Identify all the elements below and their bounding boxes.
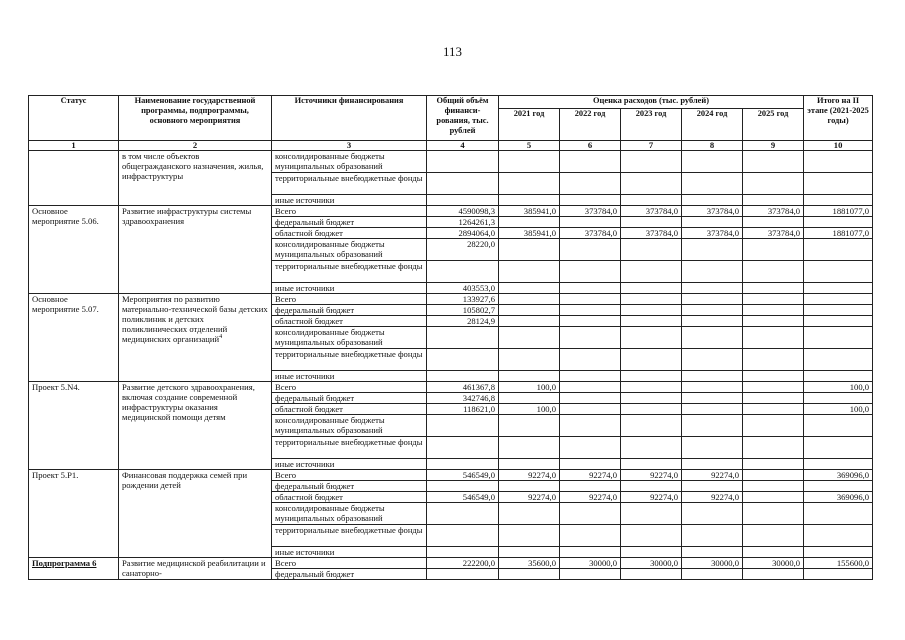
year-value-cell (682, 503, 743, 525)
status-cell (29, 382, 119, 470)
funding-source-cell: консолидированные бюджеты муниципальных образований (272, 415, 427, 437)
col-number: 4 (427, 141, 499, 151)
itog-value-cell: 100,0 (804, 382, 873, 393)
itog-value-cell (804, 349, 873, 371)
funding-source-cell: Всего (272, 382, 427, 393)
program-name-text: Развитие инфраструктуры системы здравоохранения (122, 206, 252, 226)
year-value-cell (621, 283, 682, 294)
total-value-cell (427, 195, 499, 206)
year-value-cell (499, 503, 560, 525)
funding-source-cell: консолидированные бюджеты муниципальных образований (272, 503, 427, 525)
year-value-cell: 92274,0 (682, 470, 743, 481)
col-number: 2 (119, 141, 272, 151)
year-value-cell: 30000,0 (621, 558, 682, 569)
year-value-cell (682, 437, 743, 459)
year-value-cell (743, 459, 804, 470)
status-cell (29, 294, 119, 382)
program-name-cell (119, 382, 272, 470)
total-value-cell (427, 459, 499, 470)
year-value-cell (560, 393, 621, 404)
year-value-cell (560, 305, 621, 316)
year-value-cell (499, 349, 560, 371)
total-value-cell (427, 261, 499, 283)
funding-source-cell: территориальные внебюджетные фонды (272, 437, 427, 459)
program-name-text: в том числе объектов общегражданского назначения, жилья, инфраструктуры (122, 151, 264, 181)
year-value-cell (499, 195, 560, 206)
year-value-cell (621, 239, 682, 261)
col-number: 8 (682, 141, 743, 151)
program-name-cell (119, 151, 272, 206)
itog-value-cell: 100,0 (804, 404, 873, 415)
year-value-cell (621, 217, 682, 228)
year-value-cell (743, 437, 804, 459)
year-value-cell (499, 415, 560, 437)
year-value-cell (621, 294, 682, 305)
year-value-cell (743, 294, 804, 305)
year-value-cell (621, 173, 682, 195)
year-value-cell (499, 525, 560, 547)
total-value-cell (427, 349, 499, 371)
year-value-cell (682, 294, 743, 305)
year-value-cell (560, 173, 621, 195)
col-number: 1 (29, 141, 119, 151)
year-value-cell (499, 437, 560, 459)
funding-source-cell: областной бюджет (272, 228, 427, 239)
funding-source-cell: Всего (272, 470, 427, 481)
table-row (29, 294, 873, 305)
funding-source-cell: консолидированные бюджеты муниципальных образований (272, 239, 427, 261)
funding-source-cell: иные источники (272, 547, 427, 558)
col-number: 9 (743, 141, 804, 151)
year-value-cell (682, 283, 743, 294)
year-value-cell (621, 547, 682, 558)
funding-source-cell: консолидированные бюджеты муниципальных образований (272, 327, 427, 349)
year-value-cell (743, 503, 804, 525)
itog-value-cell (804, 459, 873, 470)
year-value-cell (621, 393, 682, 404)
page-number: 113 (442, 44, 463, 59)
year-value-cell (621, 459, 682, 470)
year-value-cell (682, 239, 743, 261)
year-value-cell (743, 371, 804, 382)
year-value-cell (499, 371, 560, 382)
year-value-cell (499, 217, 560, 228)
itog-value-cell (804, 316, 873, 327)
year-value-cell (682, 459, 743, 470)
year-value-cell (560, 294, 621, 305)
total-value-cell: 546549,0 (427, 470, 499, 481)
itog-value-cell (804, 415, 873, 437)
itog-value-cell (804, 525, 873, 547)
total-value-cell (427, 437, 499, 459)
year-value-cell (682, 481, 743, 492)
year-value-cell (682, 404, 743, 415)
itog-value-cell (804, 283, 873, 294)
year-value-cell (560, 382, 621, 393)
header-year: 2022 год (560, 109, 621, 141)
year-value-cell (743, 173, 804, 195)
year-value-cell: 385941,0 (499, 228, 560, 239)
header-name: Наименование государственной программы, подпрограммы, основного мероприятия (119, 96, 272, 141)
funding-source-cell: Всего (272, 294, 427, 305)
year-value-cell (743, 415, 804, 437)
year-value-cell (743, 261, 804, 283)
year-value-cell (499, 316, 560, 327)
itog-value-cell: 369096,0 (804, 470, 873, 481)
year-value-cell: 92274,0 (682, 492, 743, 503)
year-value-cell (743, 151, 804, 173)
itog-value-cell (804, 503, 873, 525)
year-value-cell (560, 151, 621, 173)
column-numbers-row (29, 141, 873, 151)
year-value-cell: 373784,0 (743, 206, 804, 217)
year-value-cell (499, 151, 560, 173)
funding-source-cell: областной бюджет (272, 404, 427, 415)
year-value-cell (560, 459, 621, 470)
program-name-text: Мероприятия по развитию материально-технической базы детских поликлиник и детских поликлинических отделений медицинских организаций (122, 294, 268, 344)
year-value-cell (743, 316, 804, 327)
table-row (29, 382, 873, 393)
total-value-cell: 1264261,3 (427, 217, 499, 228)
year-value-cell (499, 481, 560, 492)
year-value-cell (499, 459, 560, 470)
year-value-cell (560, 569, 621, 580)
total-value-cell (427, 327, 499, 349)
year-value-cell (682, 569, 743, 580)
year-value-cell (682, 305, 743, 316)
year-value-cell (560, 404, 621, 415)
itog-value-cell (804, 173, 873, 195)
year-value-cell (743, 470, 804, 481)
year-value-cell (621, 371, 682, 382)
year-value-cell (621, 195, 682, 206)
total-value-cell: 403553,0 (427, 283, 499, 294)
itog-value-cell: 369096,0 (804, 492, 873, 503)
year-value-cell (499, 239, 560, 261)
year-value-cell (743, 481, 804, 492)
year-value-cell (499, 305, 560, 316)
funding-source-cell: федеральный бюджет (272, 481, 427, 492)
col-number: 3 (272, 141, 427, 151)
funding-source-cell: территориальные внебюджетные фонды (272, 525, 427, 547)
year-value-cell (560, 415, 621, 437)
total-value-cell (427, 525, 499, 547)
status-text: Проект 5.N4. (32, 382, 80, 392)
year-value-cell: 373784,0 (560, 228, 621, 239)
col-number: 10 (804, 141, 873, 151)
footnote-marker: 4 (219, 334, 223, 341)
header-total: Общий объём финанси-рования, тыс. рублей (427, 96, 499, 141)
year-value-cell (621, 151, 682, 173)
year-value-cell (560, 217, 621, 228)
col-number: 5 (499, 141, 560, 151)
itog-value-cell (804, 195, 873, 206)
funding-source-cell: иные источники (272, 195, 427, 206)
year-value-cell (743, 239, 804, 261)
header-status: Статус (29, 96, 119, 141)
year-value-cell (743, 327, 804, 349)
year-value-cell: 30000,0 (560, 558, 621, 569)
header-year: 2021 год (499, 109, 560, 141)
itog-value-cell (804, 294, 873, 305)
year-value-cell (560, 349, 621, 371)
year-value-cell: 373784,0 (621, 206, 682, 217)
year-value-cell (621, 404, 682, 415)
total-value-cell (427, 415, 499, 437)
year-value-cell (560, 283, 621, 294)
year-value-cell (682, 261, 743, 283)
year-value-cell (743, 525, 804, 547)
program-name-text: Развитие детского здравоохранения, включая создание современной инфраструктуры оказания медицинской помощи детям (122, 382, 255, 422)
year-value-cell (621, 305, 682, 316)
itog-value-cell (804, 305, 873, 316)
funding-source-cell: областной бюджет (272, 492, 427, 503)
year-value-cell (499, 547, 560, 558)
year-value-cell (743, 547, 804, 558)
total-value-cell: 342746,8 (427, 393, 499, 404)
year-value-cell: 373784,0 (682, 206, 743, 217)
total-value-cell (427, 173, 499, 195)
year-value-cell (560, 316, 621, 327)
funding-source-cell: иные источники (272, 371, 427, 382)
year-value-cell (621, 316, 682, 327)
year-value-cell (682, 349, 743, 371)
funding-source-cell: федеральный бюджет (272, 393, 427, 404)
total-value-cell: 28220,0 (427, 239, 499, 261)
year-value-cell (560, 239, 621, 261)
year-value-cell (743, 283, 804, 294)
year-value-cell: 92274,0 (621, 470, 682, 481)
year-value-cell: 35600,0 (499, 558, 560, 569)
header-source: Источники финансирования (272, 96, 427, 141)
year-value-cell (499, 261, 560, 283)
header-year: 2025 год (743, 109, 804, 141)
year-value-cell (743, 349, 804, 371)
itog-value-cell (804, 327, 873, 349)
year-value-cell (560, 525, 621, 547)
financing-table (28, 95, 873, 580)
program-name-cell (119, 206, 272, 294)
year-value-cell: 92274,0 (499, 470, 560, 481)
itog-value-cell (804, 437, 873, 459)
total-value-cell: 133927,6 (427, 294, 499, 305)
year-value-cell: 92274,0 (499, 492, 560, 503)
status-text: Основное мероприятие 5.06. (32, 206, 99, 226)
table-row (29, 206, 873, 217)
year-value-cell (682, 195, 743, 206)
year-value-cell (743, 569, 804, 580)
year-value-cell (682, 371, 743, 382)
itog-value-cell (804, 371, 873, 382)
itog-value-cell (804, 393, 873, 404)
total-value-cell (427, 503, 499, 525)
year-value-cell: 92274,0 (621, 492, 682, 503)
header-year: 2024 год (682, 109, 743, 141)
year-value-cell (682, 525, 743, 547)
year-value-cell (682, 217, 743, 228)
funding-source-cell: территориальные внебюджетные фонды (272, 173, 427, 195)
funding-source-cell: Всего (272, 206, 427, 217)
year-value-cell (743, 393, 804, 404)
year-value-cell (621, 525, 682, 547)
itog-value-cell: 155600,0 (804, 558, 873, 569)
year-value-cell (560, 327, 621, 349)
year-value-cell (560, 371, 621, 382)
year-value-cell (621, 481, 682, 492)
funding-source-cell: областной бюджет (272, 316, 427, 327)
year-value-cell (560, 261, 621, 283)
status-cell (29, 558, 119, 580)
program-name-cell (119, 470, 272, 558)
header-itog: Итого на II этапе (2021-2025 годы) (804, 96, 873, 141)
year-value-cell: 100,0 (499, 404, 560, 415)
year-value-cell: 373784,0 (743, 228, 804, 239)
year-value-cell (560, 481, 621, 492)
itog-value-cell (804, 261, 873, 283)
itog-value-cell (804, 217, 873, 228)
funding-source-cell: иные источники (272, 459, 427, 470)
program-name-text: Развитие медицинской реабилитации и санаторно- (122, 558, 266, 578)
total-value-cell: 2894064,0 (427, 228, 499, 239)
year-value-cell (499, 569, 560, 580)
year-value-cell (682, 173, 743, 195)
funding-source-cell: территориальные внебюджетные фонды (272, 349, 427, 371)
total-value-cell (427, 151, 499, 173)
year-value-cell: 92274,0 (560, 492, 621, 503)
year-value-cell (743, 217, 804, 228)
year-value-cell (682, 382, 743, 393)
year-value-cell (560, 503, 621, 525)
year-value-cell: 373784,0 (560, 206, 621, 217)
year-value-cell: 100,0 (499, 382, 560, 393)
year-value-cell: 373784,0 (682, 228, 743, 239)
year-value-cell (682, 393, 743, 404)
year-value-cell: 30000,0 (743, 558, 804, 569)
year-value-cell (499, 327, 560, 349)
funding-source-cell: федеральный бюджет (272, 217, 427, 228)
year-value-cell: 373784,0 (621, 228, 682, 239)
col-number: 6 (560, 141, 621, 151)
col-number: 7 (621, 141, 682, 151)
year-value-cell (682, 547, 743, 558)
year-value-cell (499, 294, 560, 305)
header-year: 2023 год (621, 109, 682, 141)
year-value-cell (621, 349, 682, 371)
funding-source-cell: Всего (272, 558, 427, 569)
total-value-cell: 118621,0 (427, 404, 499, 415)
total-value-cell (427, 569, 499, 580)
year-value-cell (743, 404, 804, 415)
status-text: Проект 5.P1. (32, 470, 79, 480)
funding-source-cell: территориальные внебюджетные фонды (272, 261, 427, 283)
itog-value-cell (804, 547, 873, 558)
year-value-cell (499, 393, 560, 404)
status-cell (29, 151, 119, 206)
total-value-cell: 4590098,3 (427, 206, 499, 217)
itog-value-cell (804, 239, 873, 261)
year-value-cell (499, 283, 560, 294)
year-value-cell (621, 503, 682, 525)
itog-value-cell (804, 151, 873, 173)
year-value-cell (499, 173, 560, 195)
total-value-cell (427, 547, 499, 558)
year-value-cell (743, 305, 804, 316)
program-name-text: Финансовая поддержка семей при рождении детей (122, 470, 248, 490)
year-value-cell (743, 492, 804, 503)
total-value-cell: 461367,8 (427, 382, 499, 393)
year-value-cell: 30000,0 (682, 558, 743, 569)
year-value-cell: 385941,0 (499, 206, 560, 217)
header-estimate: Оценка расходов (тыс. рублей) (499, 96, 804, 109)
year-value-cell: 92274,0 (560, 470, 621, 481)
total-value-cell (427, 481, 499, 492)
funding-source-cell: иные источники (272, 283, 427, 294)
year-value-cell (621, 437, 682, 459)
year-value-cell (621, 415, 682, 437)
total-value-cell: 222200,0 (427, 558, 499, 569)
year-value-cell (621, 569, 682, 580)
year-value-cell (621, 382, 682, 393)
year-value-cell (621, 261, 682, 283)
year-value-cell (682, 415, 743, 437)
itog-value-cell (804, 481, 873, 492)
funding-source-cell: федеральный бюджет (272, 569, 427, 580)
table-row (29, 558, 873, 569)
year-value-cell (560, 547, 621, 558)
year-value-cell (743, 195, 804, 206)
year-value-cell (621, 327, 682, 349)
status-cell (29, 206, 119, 294)
itog-value-cell (804, 569, 873, 580)
table-row (29, 470, 873, 481)
year-value-cell (743, 382, 804, 393)
year-value-cell (560, 437, 621, 459)
funding-source-cell: консолидированные бюджеты муниципальных образований (272, 151, 427, 173)
status-text: Подпрограмма 6 (32, 558, 97, 568)
itog-value-cell: 1881077,0 (804, 228, 873, 239)
total-value-cell: 546549,0 (427, 492, 499, 503)
funding-source-cell: федеральный бюджет (272, 305, 427, 316)
status-cell (29, 470, 119, 558)
year-value-cell (560, 195, 621, 206)
year-value-cell (682, 151, 743, 173)
total-value-cell: 105802,7 (427, 305, 499, 316)
itog-value-cell: 1881077,0 (804, 206, 873, 217)
total-value-cell (427, 371, 499, 382)
program-name-cell (119, 558, 272, 580)
table-row (29, 151, 873, 173)
status-text: Основное мероприятие 5.07. (32, 294, 99, 314)
total-value-cell: 28124,9 (427, 316, 499, 327)
year-value-cell (682, 316, 743, 327)
year-value-cell (682, 327, 743, 349)
program-name-cell (119, 294, 272, 382)
